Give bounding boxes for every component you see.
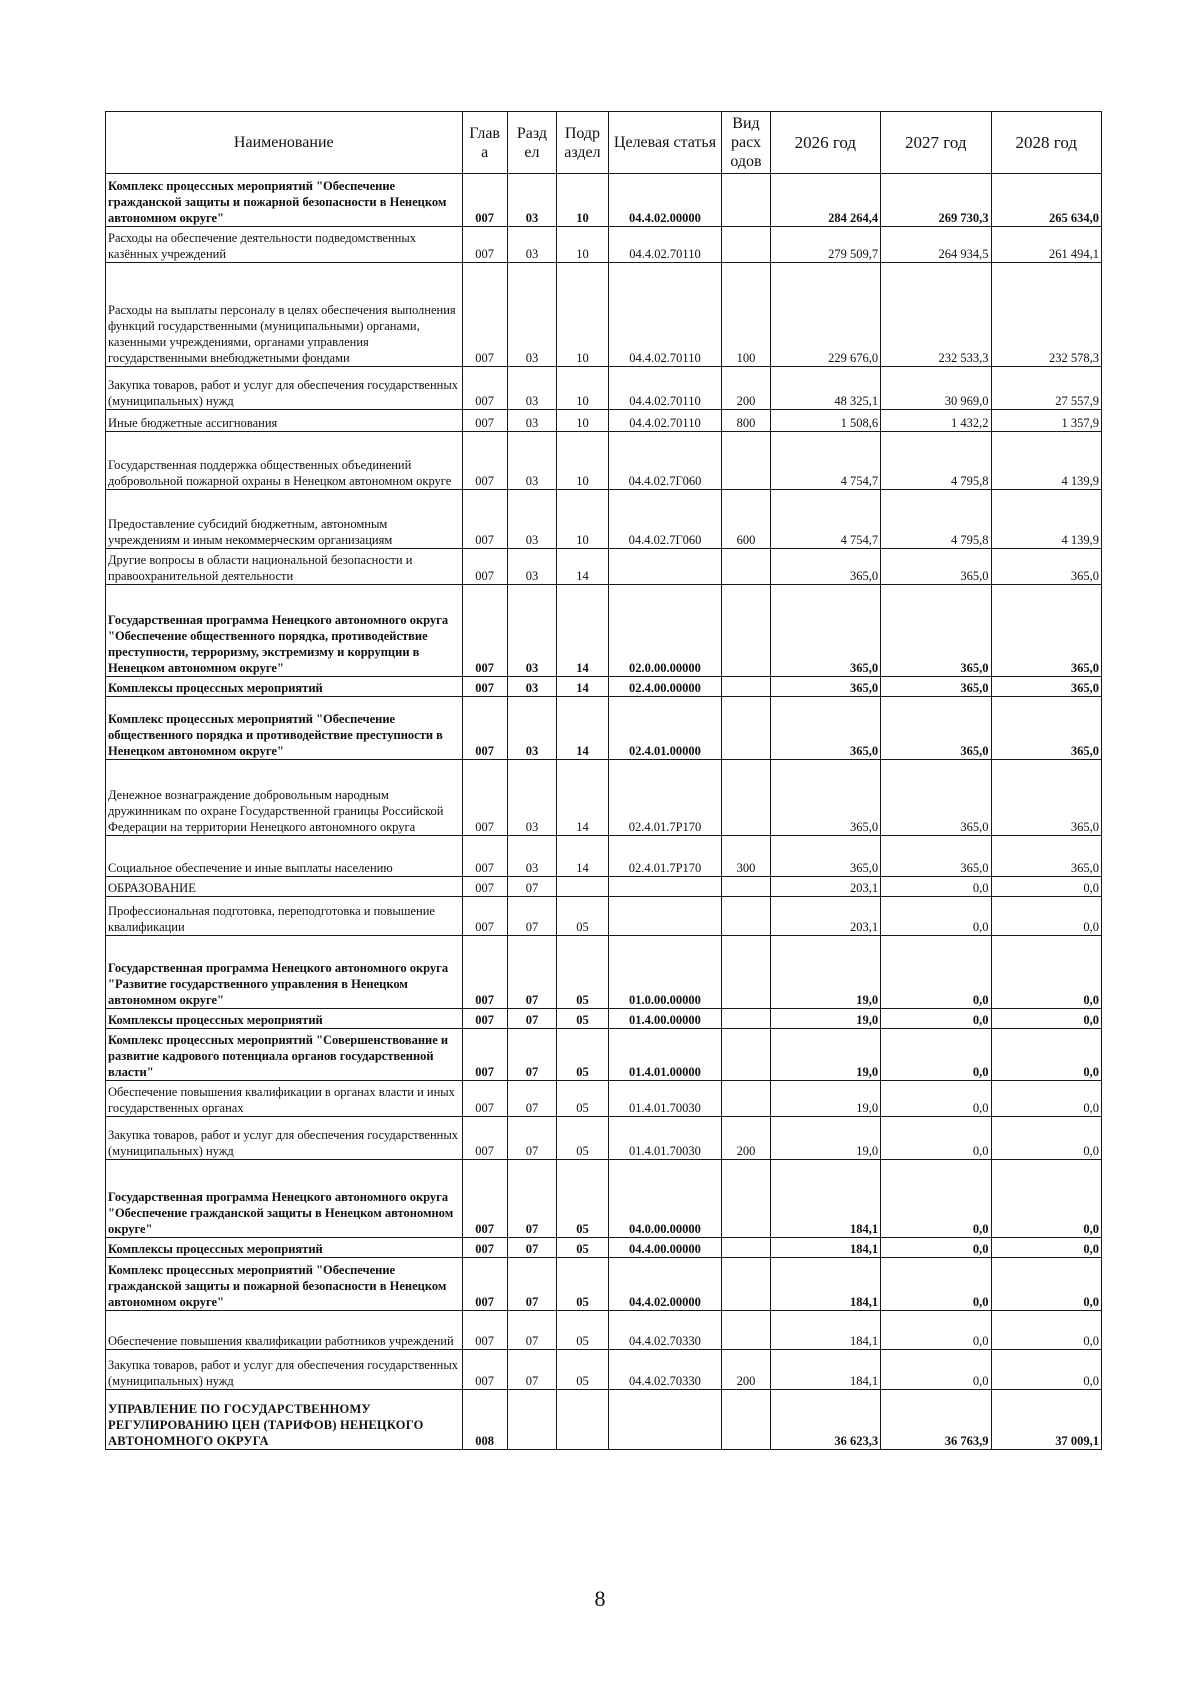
row-celevaya: 04.4.02.70330	[608, 1311, 722, 1350]
header-2027: 2027 год	[881, 112, 991, 174]
row-2026: 203,1	[770, 877, 880, 897]
header-2028: 2028 год	[991, 112, 1102, 174]
row-2026: 184,1	[770, 1258, 880, 1311]
row-razdel: 03	[507, 263, 556, 367]
row-vid	[722, 897, 770, 936]
row-name: Комплекс процессных мероприятий "Обеспечение гражданской защиты и пожарной безопасности в Ненецком автономном округе"	[106, 1258, 463, 1311]
budget-table	[105, 111, 1102, 1450]
row-2028: 365,0	[991, 697, 1102, 760]
row-podrazdel: 05	[557, 1081, 609, 1117]
header-2026: 2026 год	[770, 112, 880, 174]
table-row	[106, 1009, 1102, 1029]
table-row	[106, 1350, 1102, 1390]
row-vid	[722, 585, 770, 677]
row-2027: 365,0	[881, 836, 991, 877]
header-glava: Глав а	[462, 112, 507, 174]
row-podrazdel	[557, 877, 609, 897]
row-2026: 19,0	[770, 1117, 880, 1160]
row-vid	[722, 1311, 770, 1350]
row-2028: 27 557,9	[991, 367, 1102, 410]
row-2026: 48 325,1	[770, 367, 880, 410]
row-podrazdel: 05	[557, 1238, 609, 1258]
row-name: Расходы на обеспечение деятельности подведомственных казённых учреждений	[106, 227, 463, 263]
row-celevaya: 04.4.00.00000	[608, 1238, 722, 1258]
row-celevaya: 04.4.02.70330	[608, 1350, 722, 1390]
row-2026: 184,1	[770, 1350, 880, 1390]
row-glava: 007	[462, 1258, 507, 1311]
row-razdel: 07	[507, 897, 556, 936]
row-2027: 365,0	[881, 697, 991, 760]
row-2028: 0,0	[991, 1117, 1102, 1160]
table-row	[106, 227, 1102, 263]
row-2028: 0,0	[991, 1160, 1102, 1238]
row-glava: 007	[462, 760, 507, 836]
row-name: Расходы на выплаты персоналу в целях обеспечения выполнения функций государственными (муниципальными) органами, казенными учреждениями, органами управления государственными внебюджетными фондами	[106, 263, 463, 367]
row-vid	[722, 697, 770, 760]
row-razdel: 03	[507, 367, 556, 410]
row-2027: 269 730,3	[881, 174, 991, 227]
row-celevaya: 02.4.01.7Р170	[608, 836, 722, 877]
row-celevaya: 04.4.02.70110	[608, 263, 722, 367]
row-podrazdel: 10	[557, 263, 609, 367]
row-vid: 200	[722, 1117, 770, 1160]
row-name: ОБРАЗОВАНИЕ	[106, 877, 463, 897]
row-celevaya	[608, 877, 722, 897]
row-vid: 200	[722, 1350, 770, 1390]
row-vid	[722, 549, 770, 585]
header-vid: Вид расх одов	[722, 112, 770, 174]
row-2028: 0,0	[991, 897, 1102, 936]
row-vid	[722, 936, 770, 1009]
row-2028: 0,0	[991, 1350, 1102, 1390]
table-row	[106, 490, 1102, 549]
row-2026: 365,0	[770, 677, 880, 697]
row-vid: 800	[722, 410, 770, 432]
row-celevaya: 04.4.02.7Г060	[608, 490, 722, 549]
row-celevaya: 04.0.00.00000	[608, 1160, 722, 1238]
row-2027: 264 934,5	[881, 227, 991, 263]
row-2027: 365,0	[881, 549, 991, 585]
row-celevaya: 01.4.00.00000	[608, 1009, 722, 1029]
row-celevaya	[608, 1390, 722, 1450]
row-2028: 37 009,1	[991, 1390, 1102, 1450]
row-name: Обеспечение повышения квалификации работников учреждений	[106, 1311, 463, 1350]
row-2027: 232 533,3	[881, 263, 991, 367]
row-2026: 365,0	[770, 697, 880, 760]
header-podrazdel: Подр аздел	[557, 112, 609, 174]
row-name: Комплекс процессных мероприятий "Обеспечение гражданской защиты и пожарной безопасности в Ненецком автономном округе"	[106, 174, 463, 227]
row-2028: 0,0	[991, 1311, 1102, 1350]
row-name: Комплекс процессных мероприятий "Совершенствование и развитие кадрового потенциала органов государственной власти"	[106, 1029, 463, 1081]
row-glava: 007	[462, 1009, 507, 1029]
row-name: Социальное обеспечение и иные выплаты населению	[106, 836, 463, 877]
row-razdel: 03	[507, 227, 556, 263]
table-row	[106, 677, 1102, 697]
row-2028: 365,0	[991, 760, 1102, 836]
row-glava: 007	[462, 836, 507, 877]
table-body	[106, 174, 1102, 1450]
table-row	[106, 697, 1102, 760]
row-podrazdel: 10	[557, 432, 609, 490]
row-vid	[722, 432, 770, 490]
row-2026: 19,0	[770, 1081, 880, 1117]
row-2028: 0,0	[991, 877, 1102, 897]
row-podrazdel: 14	[557, 760, 609, 836]
row-2027: 0,0	[881, 1350, 991, 1390]
row-2028: 4 139,9	[991, 490, 1102, 549]
row-2028: 365,0	[991, 677, 1102, 697]
row-celevaya	[608, 549, 722, 585]
row-razdel: 03	[507, 697, 556, 760]
row-name: Денежное вознаграждение добровольным народным дружинникам по охране Государственной границы Российской Федерации на территории Ненецкого автономного округа	[106, 760, 463, 836]
table-row	[106, 936, 1102, 1009]
row-vid: 200	[722, 367, 770, 410]
row-2027: 0,0	[881, 897, 991, 936]
row-podrazdel: 05	[557, 1311, 609, 1350]
row-razdel: 03	[507, 836, 556, 877]
row-vid	[722, 174, 770, 227]
table-row	[106, 174, 1102, 227]
row-2028: 365,0	[991, 585, 1102, 677]
row-podrazdel: 10	[557, 490, 609, 549]
row-podrazdel: 14	[557, 697, 609, 760]
row-name: Комплекс процессных мероприятий "Обеспечение общественного порядка и противодействие преступности в Ненецком автономном округе"	[106, 697, 463, 760]
table-row	[106, 1160, 1102, 1238]
row-2028: 261 494,1	[991, 227, 1102, 263]
row-glava: 007	[462, 410, 507, 432]
row-glava: 007	[462, 263, 507, 367]
row-2026: 4 754,7	[770, 432, 880, 490]
row-2026: 365,0	[770, 549, 880, 585]
row-celevaya: 02.4.01.00000	[608, 697, 722, 760]
row-razdel: 03	[507, 174, 556, 227]
row-razdel: 07	[507, 1117, 556, 1160]
row-2026: 19,0	[770, 1009, 880, 1029]
row-glava: 007	[462, 1117, 507, 1160]
row-podrazdel: 14	[557, 549, 609, 585]
row-2026: 365,0	[770, 760, 880, 836]
row-2026: 184,1	[770, 1238, 880, 1258]
row-2028: 4 139,9	[991, 432, 1102, 490]
row-razdel: 03	[507, 760, 556, 836]
row-2027: 365,0	[881, 585, 991, 677]
row-2026: 284 264,4	[770, 174, 880, 227]
row-2027: 1 432,2	[881, 410, 991, 432]
row-glava: 007	[462, 174, 507, 227]
row-2027: 0,0	[881, 1009, 991, 1029]
table-row	[106, 836, 1102, 877]
table-row	[106, 432, 1102, 490]
row-2027: 0,0	[881, 1029, 991, 1081]
row-glava: 007	[462, 697, 507, 760]
row-celevaya: 01.4.01.00000	[608, 1029, 722, 1081]
row-2026: 19,0	[770, 936, 880, 1009]
row-celevaya: 01.4.01.70030	[608, 1117, 722, 1160]
row-glava: 007	[462, 936, 507, 1009]
row-razdel: 03	[507, 549, 556, 585]
row-2026: 279 509,7	[770, 227, 880, 263]
row-2028: 0,0	[991, 1258, 1102, 1311]
row-razdel: 03	[507, 490, 556, 549]
row-name: Иные бюджетные ассигнования	[106, 410, 463, 432]
row-name: Другие вопросы в области национальной безопасности и правоохранительной деятельности	[106, 549, 463, 585]
row-razdel: 07	[507, 1311, 556, 1350]
row-vid	[722, 1238, 770, 1258]
row-razdel: 07	[507, 1350, 556, 1390]
row-podrazdel: 05	[557, 897, 609, 936]
row-razdel: 07	[507, 1238, 556, 1258]
table-row	[106, 1117, 1102, 1160]
row-2026: 1 508,6	[770, 410, 880, 432]
row-name: Предоставление субсидий бюджетным, автономным учреждениям и иным некоммерческим организациям	[106, 490, 463, 549]
row-2027: 0,0	[881, 1311, 991, 1350]
row-glava: 007	[462, 877, 507, 897]
row-razdel: 03	[507, 677, 556, 697]
row-celevaya: 01.4.01.70030	[608, 1081, 722, 1117]
row-celevaya: 04.4.02.70110	[608, 227, 722, 263]
row-razdel: 03	[507, 410, 556, 432]
row-2028: 0,0	[991, 1009, 1102, 1029]
row-2026: 19,0	[770, 1029, 880, 1081]
row-2027: 0,0	[881, 1081, 991, 1117]
row-2027: 0,0	[881, 1258, 991, 1311]
header-name: Наименование	[106, 112, 463, 174]
row-podrazdel: 14	[557, 585, 609, 677]
row-name: Комплексы процессных мероприятий	[106, 1009, 463, 1029]
row-name: Закупка товаров, работ и услуг для обеспечения государственных (муниципальных) нужд	[106, 1117, 463, 1160]
row-2028: 1 357,9	[991, 410, 1102, 432]
row-celevaya: 04.4.02.7Г060	[608, 432, 722, 490]
row-vid	[722, 877, 770, 897]
row-celevaya: 04.4.02.00000	[608, 1258, 722, 1311]
row-celevaya: 01.0.00.00000	[608, 936, 722, 1009]
row-2027: 4 795,8	[881, 490, 991, 549]
row-2026: 365,0	[770, 585, 880, 677]
row-vid	[722, 1160, 770, 1238]
row-vid	[722, 1081, 770, 1117]
table-row	[106, 367, 1102, 410]
row-podrazdel: 14	[557, 677, 609, 697]
row-2028: 0,0	[991, 1238, 1102, 1258]
table-row	[106, 1311, 1102, 1350]
row-glava: 007	[462, 432, 507, 490]
row-2028: 232 578,3	[991, 263, 1102, 367]
row-podrazdel: 05	[557, 1009, 609, 1029]
row-podrazdel: 10	[557, 227, 609, 263]
row-vid	[722, 1258, 770, 1311]
row-name: УПРАВЛЕНИЕ ПО ГОСУДАРСТВЕННОМУ РЕГУЛИРОВАНИЮ ЦЕН (ТАРИФОВ) НЕНЕЦКОГО АВТОНОМНОГО ОКРУГА	[106, 1390, 463, 1450]
table-row	[106, 760, 1102, 836]
row-glava: 007	[462, 367, 507, 410]
row-2028: 365,0	[991, 549, 1102, 585]
row-name: Государственная программа Ненецкого автономного округа "Обеспечение общественного порядка, противодействие преступности, терроризму, экстремизму и коррупции в Ненецком автономном округе"	[106, 585, 463, 677]
row-razdel: 07	[507, 1258, 556, 1311]
row-name: Государственная поддержка общественных объединений добровольной пожарной охраны в Ненецком автономном округе	[106, 432, 463, 490]
row-glava: 007	[462, 1311, 507, 1350]
row-2028: 0,0	[991, 1081, 1102, 1117]
row-vid: 300	[722, 836, 770, 877]
row-vid	[722, 760, 770, 836]
header-celevaya: Целевая статья	[608, 112, 722, 174]
row-razdel: 03	[507, 585, 556, 677]
row-2027: 0,0	[881, 877, 991, 897]
row-podrazdel: 05	[557, 1258, 609, 1311]
row-name: Закупка товаров, работ и услуг для обеспечения государственных (муниципальных) нужд	[106, 367, 463, 410]
table-row	[106, 410, 1102, 432]
row-vid	[722, 677, 770, 697]
row-podrazdel: 05	[557, 1117, 609, 1160]
row-podrazdel: 10	[557, 174, 609, 227]
row-2026: 184,1	[770, 1311, 880, 1350]
row-celevaya: 02.4.01.7Р170	[608, 760, 722, 836]
row-2026: 36 623,3	[770, 1390, 880, 1450]
row-glava: 007	[462, 1160, 507, 1238]
row-2027: 365,0	[881, 677, 991, 697]
row-glava: 007	[462, 1238, 507, 1258]
row-celevaya: 02.0.00.00000	[608, 585, 722, 677]
row-2028: 0,0	[991, 1029, 1102, 1081]
page-number: 8	[594, 1586, 606, 1611]
table-row	[106, 1390, 1102, 1450]
row-glava: 007	[462, 677, 507, 697]
row-celevaya: 04.4.02.00000	[608, 174, 722, 227]
row-podrazdel: 10	[557, 367, 609, 410]
row-razdel: 07	[507, 1081, 556, 1117]
row-celevaya: 04.4.02.70110	[608, 367, 722, 410]
row-2027: 30 969,0	[881, 367, 991, 410]
row-2028: 0,0	[991, 936, 1102, 1009]
row-2026: 365,0	[770, 836, 880, 877]
row-glava: 007	[462, 490, 507, 549]
row-glava: 007	[462, 1350, 507, 1390]
row-celevaya: 02.4.00.00000	[608, 677, 722, 697]
table-row	[106, 1238, 1102, 1258]
header-razdel: Разд ел	[507, 112, 556, 174]
row-podrazdel: 05	[557, 1029, 609, 1081]
row-2028: 265 634,0	[991, 174, 1102, 227]
row-razdel: 07	[507, 877, 556, 897]
row-podrazdel: 14	[557, 836, 609, 877]
row-glava: 007	[462, 585, 507, 677]
row-razdel: 07	[507, 1029, 556, 1081]
row-name: Профессиональная подготовка, переподготовка и повышение квалификации	[106, 897, 463, 936]
row-podrazdel: 05	[557, 1160, 609, 1238]
row-podrazdel: 05	[557, 1350, 609, 1390]
row-vid	[722, 1009, 770, 1029]
table-row	[106, 263, 1102, 367]
table-row	[106, 897, 1102, 936]
row-name: Закупка товаров, работ и услуг для обеспечения государственных (муниципальных) нужд	[106, 1350, 463, 1390]
row-2027: 365,0	[881, 760, 991, 836]
row-glava: 007	[462, 549, 507, 585]
row-vid	[722, 1029, 770, 1081]
row-2027: 0,0	[881, 1117, 991, 1160]
row-2027: 4 795,8	[881, 432, 991, 490]
row-vid	[722, 227, 770, 263]
row-podrazdel: 10	[557, 410, 609, 432]
table-row	[106, 877, 1102, 897]
row-2026: 229 676,0	[770, 263, 880, 367]
row-celevaya: 04.4.02.70110	[608, 410, 722, 432]
row-name: Комплексы процессных мероприятий	[106, 1238, 463, 1258]
row-vid: 600	[722, 490, 770, 549]
row-glava: 007	[462, 1029, 507, 1081]
row-glava: 007	[462, 1081, 507, 1117]
table-row	[106, 1258, 1102, 1311]
row-2027: 0,0	[881, 1160, 991, 1238]
table-row	[106, 1081, 1102, 1117]
row-podrazdel	[557, 1390, 609, 1450]
row-2027: 0,0	[881, 936, 991, 1009]
row-razdel	[507, 1390, 556, 1450]
row-2028: 365,0	[991, 836, 1102, 877]
table-row	[106, 585, 1102, 677]
row-razdel: 07	[507, 1009, 556, 1029]
row-glava: 007	[462, 897, 507, 936]
row-razdel: 03	[507, 432, 556, 490]
row-celevaya	[608, 897, 722, 936]
row-razdel: 07	[507, 1160, 556, 1238]
row-name: Комплексы процессных мероприятий	[106, 677, 463, 697]
table-row	[106, 1029, 1102, 1081]
row-name: Обеспечение повышения квалификации в органах власти и иных государственных органах	[106, 1081, 463, 1117]
row-2026: 203,1	[770, 897, 880, 936]
row-name: Государственная программа Ненецкого автономного округа "Обеспечение гражданской защиты в Ненецком автономном округе"	[106, 1160, 463, 1238]
row-2026: 184,1	[770, 1160, 880, 1238]
row-2026: 4 754,7	[770, 490, 880, 549]
row-name: Государственная программа Ненецкого автономного округа "Развитие государственного управления в Ненецком автономном округе"	[106, 936, 463, 1009]
row-podrazdel: 05	[557, 936, 609, 1009]
row-glava: 007	[462, 227, 507, 263]
row-vid: 100	[722, 263, 770, 367]
row-vid	[722, 1390, 770, 1450]
table-row	[106, 549, 1102, 585]
row-2027: 36 763,9	[881, 1390, 991, 1450]
row-glava: 008	[462, 1390, 507, 1450]
row-2027: 0,0	[881, 1238, 991, 1258]
row-razdel: 07	[507, 936, 556, 1009]
